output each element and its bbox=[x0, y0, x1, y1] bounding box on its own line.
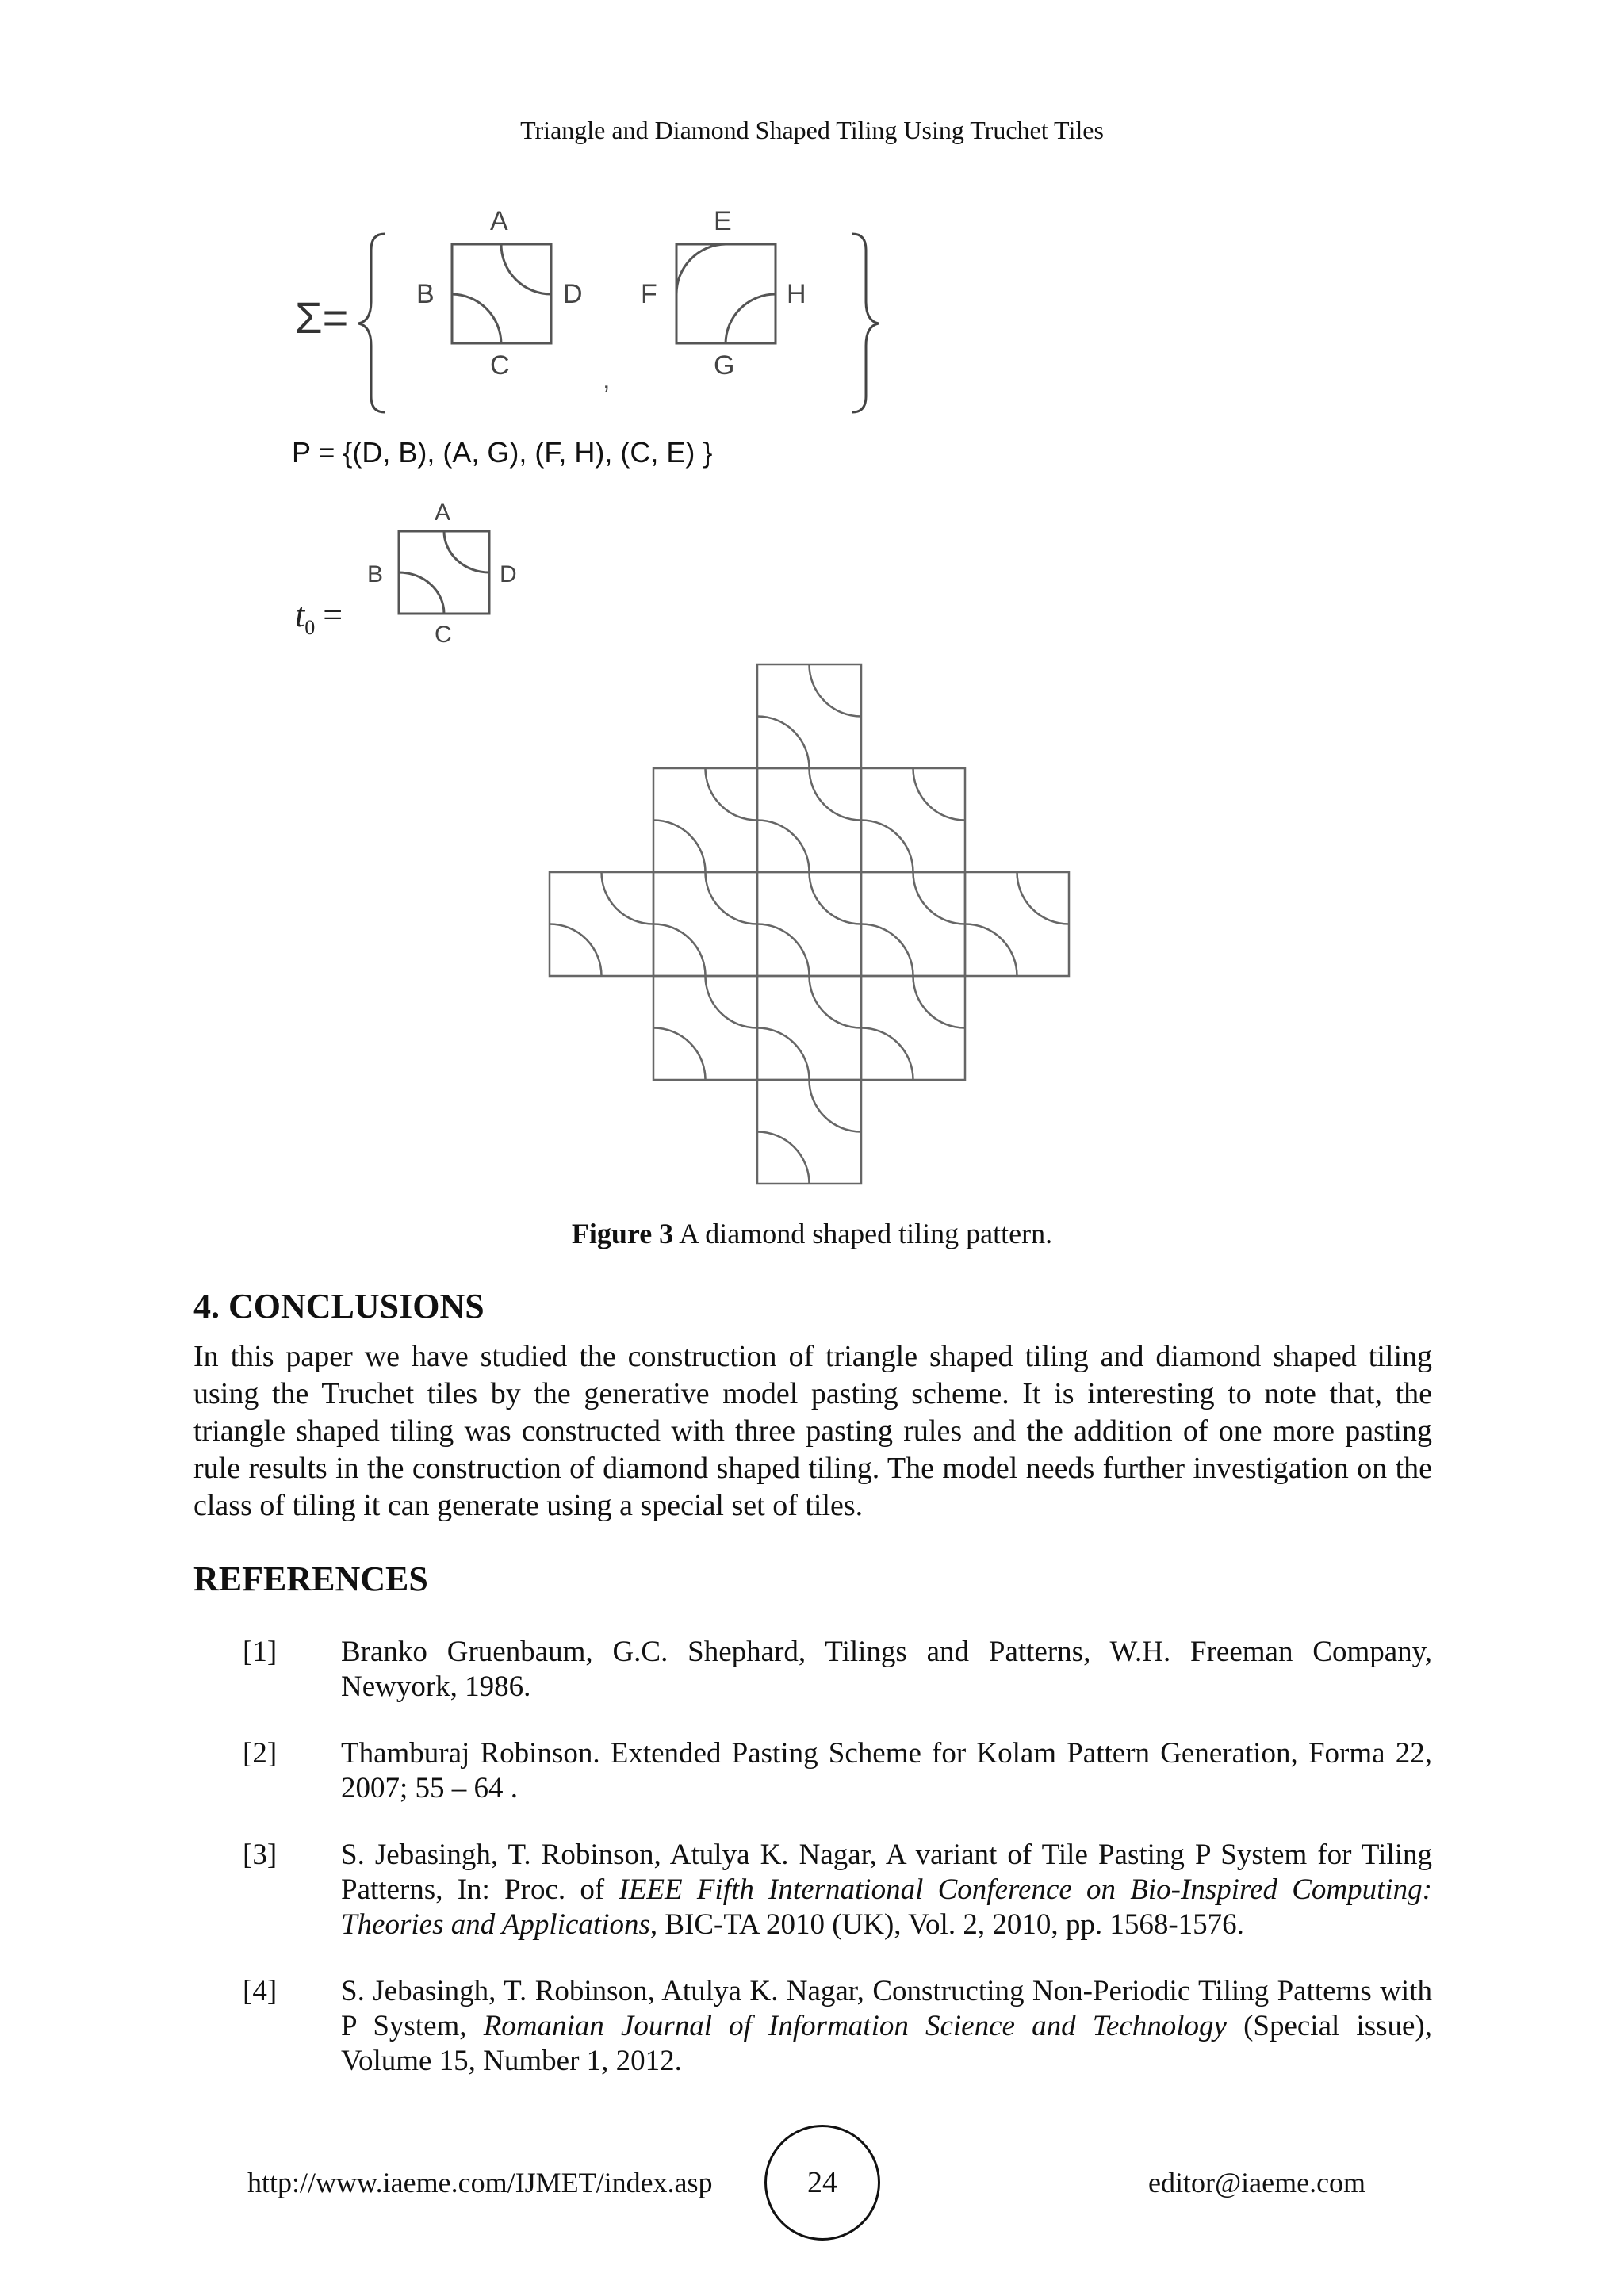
truchet-arc bbox=[653, 821, 706, 873]
t0-label-eq: = bbox=[323, 595, 343, 634]
truchet-tile bbox=[757, 1080, 861, 1184]
truchet-arc bbox=[757, 1028, 810, 1081]
t0-label-sub: 0 bbox=[304, 616, 316, 639]
reference-number: [3] bbox=[243, 1839, 278, 1871]
truchet-arc bbox=[861, 821, 914, 873]
tile-1-top: A bbox=[490, 206, 508, 236]
footer-email[interactable]: editor@iaeme.com bbox=[1148, 2167, 1366, 2198]
truchet-arc bbox=[914, 768, 966, 821]
reference-text bbox=[341, 1736, 1432, 1806]
truchet-arc bbox=[706, 768, 758, 821]
tile-1-left: B bbox=[416, 279, 435, 309]
running-header: Triangle and Diamond Shaped Tiling Using Truchet Tiles bbox=[520, 116, 1104, 144]
truchet-arc bbox=[757, 717, 810, 769]
tiling-grid bbox=[550, 664, 1069, 1184]
right-brace bbox=[852, 234, 879, 412]
t0-tile-top: A bbox=[435, 499, 451, 526]
tile-2-bottom: G bbox=[714, 350, 735, 381]
truchet-tile bbox=[757, 664, 861, 768]
t0-tile bbox=[367, 499, 517, 648]
truchet-tile bbox=[861, 768, 965, 872]
reference-venue: Romanian Journal of Information Science and Technology bbox=[483, 2010, 1227, 2042]
reference-number: [4] bbox=[243, 1975, 278, 2007]
tile-2 bbox=[641, 206, 806, 381]
truchet-arc bbox=[757, 1132, 810, 1184]
reference-text-main: Branko Gruenbaum, G.C. Shephard, Tilings and Patterns, W.H. Freeman Company, Newyork, 1986. bbox=[341, 1636, 1432, 1703]
truchet-tile bbox=[653, 976, 757, 1080]
t0-tile-right: D bbox=[500, 561, 517, 587]
left-brace bbox=[358, 234, 385, 412]
truchet-arc bbox=[810, 664, 862, 717]
truchet-tile bbox=[861, 976, 965, 1080]
pasting-rules: P = {(D, B), (A, G), (F, H), (C, E) } bbox=[292, 436, 713, 469]
truchet-tile bbox=[861, 872, 965, 976]
truchet-arc bbox=[757, 821, 810, 873]
diamond-tiling-figure bbox=[547, 662, 1078, 1189]
tile-1 bbox=[416, 206, 583, 381]
truchet-arc bbox=[757, 924, 810, 977]
footer-url[interactable]: http://www.iaeme.com/IJMET/index.asp bbox=[247, 2167, 713, 2198]
truchet-arc bbox=[810, 976, 862, 1028]
reference-text bbox=[341, 1974, 1432, 2079]
conclusions-heading: 4. CONCLUSIONS bbox=[193, 1287, 485, 1326]
reference-text bbox=[341, 1838, 1432, 1942]
truchet-tile bbox=[965, 872, 1069, 976]
truchet-tile bbox=[757, 976, 861, 1080]
tile-set-figure bbox=[285, 190, 912, 428]
page-number-text: 24 bbox=[807, 2166, 837, 2199]
truchet-tile bbox=[653, 768, 757, 872]
truchet-tile bbox=[757, 872, 861, 976]
reference-text-tail: , BIC-TA 2010 (UK), Vol. 2, 2010, pp. 1568-1576. bbox=[649, 1908, 1244, 1941]
tile-2-right: H bbox=[787, 279, 806, 309]
truchet-arc bbox=[965, 924, 1017, 977]
truchet-tile bbox=[550, 872, 653, 976]
truchet-arc bbox=[861, 1028, 914, 1081]
figure-3-label: Figure 3 bbox=[571, 1218, 674, 1249]
reference-number: [2] bbox=[243, 1737, 278, 1770]
truchet-arc bbox=[810, 872, 862, 924]
tile-2-top: E bbox=[714, 206, 732, 236]
reference-text-tail: (Special issue), Volume 15, Number 1, 2012. bbox=[341, 2010, 1432, 2077]
t0-tile-bottom: C bbox=[435, 622, 452, 648]
truchet-arc bbox=[810, 768, 862, 821]
tile-2-left: F bbox=[641, 279, 657, 309]
conclusions-text: In this paper we have studied the construction of triangle shaped tiling and diamond shaped tiling using the Truchet tiles by the generative model pasting scheme. It is interesting to note that, the triangle shaped tiling was constructed with three pasting rules and the addition of one more pasting rule results in the construction of diamond shaped tiling. The model needs further investigation on the class of tiling it can generate using a special set of tiles. bbox=[193, 1340, 1432, 1522]
svg-text:t0= bbox=[295, 595, 343, 639]
sigma-label: Σ= bbox=[295, 293, 349, 342]
reference-text bbox=[341, 1635, 1432, 1705]
truchet-arc bbox=[653, 1028, 706, 1081]
truchet-tile bbox=[653, 872, 757, 976]
truchet-arc bbox=[1017, 872, 1070, 924]
t0-tile-left: B bbox=[367, 561, 384, 587]
truchet-arc bbox=[706, 872, 758, 924]
reference-number: [1] bbox=[243, 1636, 278, 1668]
page-number bbox=[764, 2125, 880, 2241]
figure-3-caption bbox=[0, 1217, 1624, 1250]
reference-text-main: S. Jebasingh, T. Robinson, Atulya K. Nagar, A variant of Tile Pasting P System for Tiling Patterns, In: Proc. of bbox=[341, 1839, 1432, 1906]
truchet-tile bbox=[757, 768, 861, 872]
tile-1-bottom: C bbox=[490, 350, 510, 381]
tile-separator: , bbox=[603, 365, 611, 395]
truchet-arc bbox=[706, 976, 758, 1028]
references-heading: REFERENCES bbox=[193, 1559, 428, 1598]
reference-text-main: Thamburaj Robinson. Extended Pasting Scheme for Kolam Pattern Generation, Forma 22, 2007; 55 – 64 . bbox=[341, 1737, 1432, 1804]
reference-text-main: S. Jebasingh, T. Robinson, Atulya K. Nagar, Constructing Non-Periodic Tiling Patterns with P System, bbox=[341, 1975, 1432, 2042]
reference-venue: IEEE Fifth International Conference on Bio-Inspired Computing: Theories and Applications bbox=[341, 1873, 1432, 1941]
tile-1-right: D bbox=[563, 279, 583, 309]
truchet-arc bbox=[653, 924, 706, 977]
truchet-arc bbox=[861, 924, 914, 977]
figure-3-text: A diamond shaped tiling pattern. bbox=[673, 1218, 1053, 1249]
t0-label-t: t bbox=[295, 595, 305, 634]
truchet-arc bbox=[810, 1080, 862, 1132]
truchet-arc bbox=[914, 872, 966, 924]
initial-tile-figure bbox=[285, 484, 539, 650]
truchet-arc bbox=[914, 976, 966, 1028]
truchet-arc bbox=[550, 924, 602, 977]
truchet-arc bbox=[602, 872, 654, 924]
